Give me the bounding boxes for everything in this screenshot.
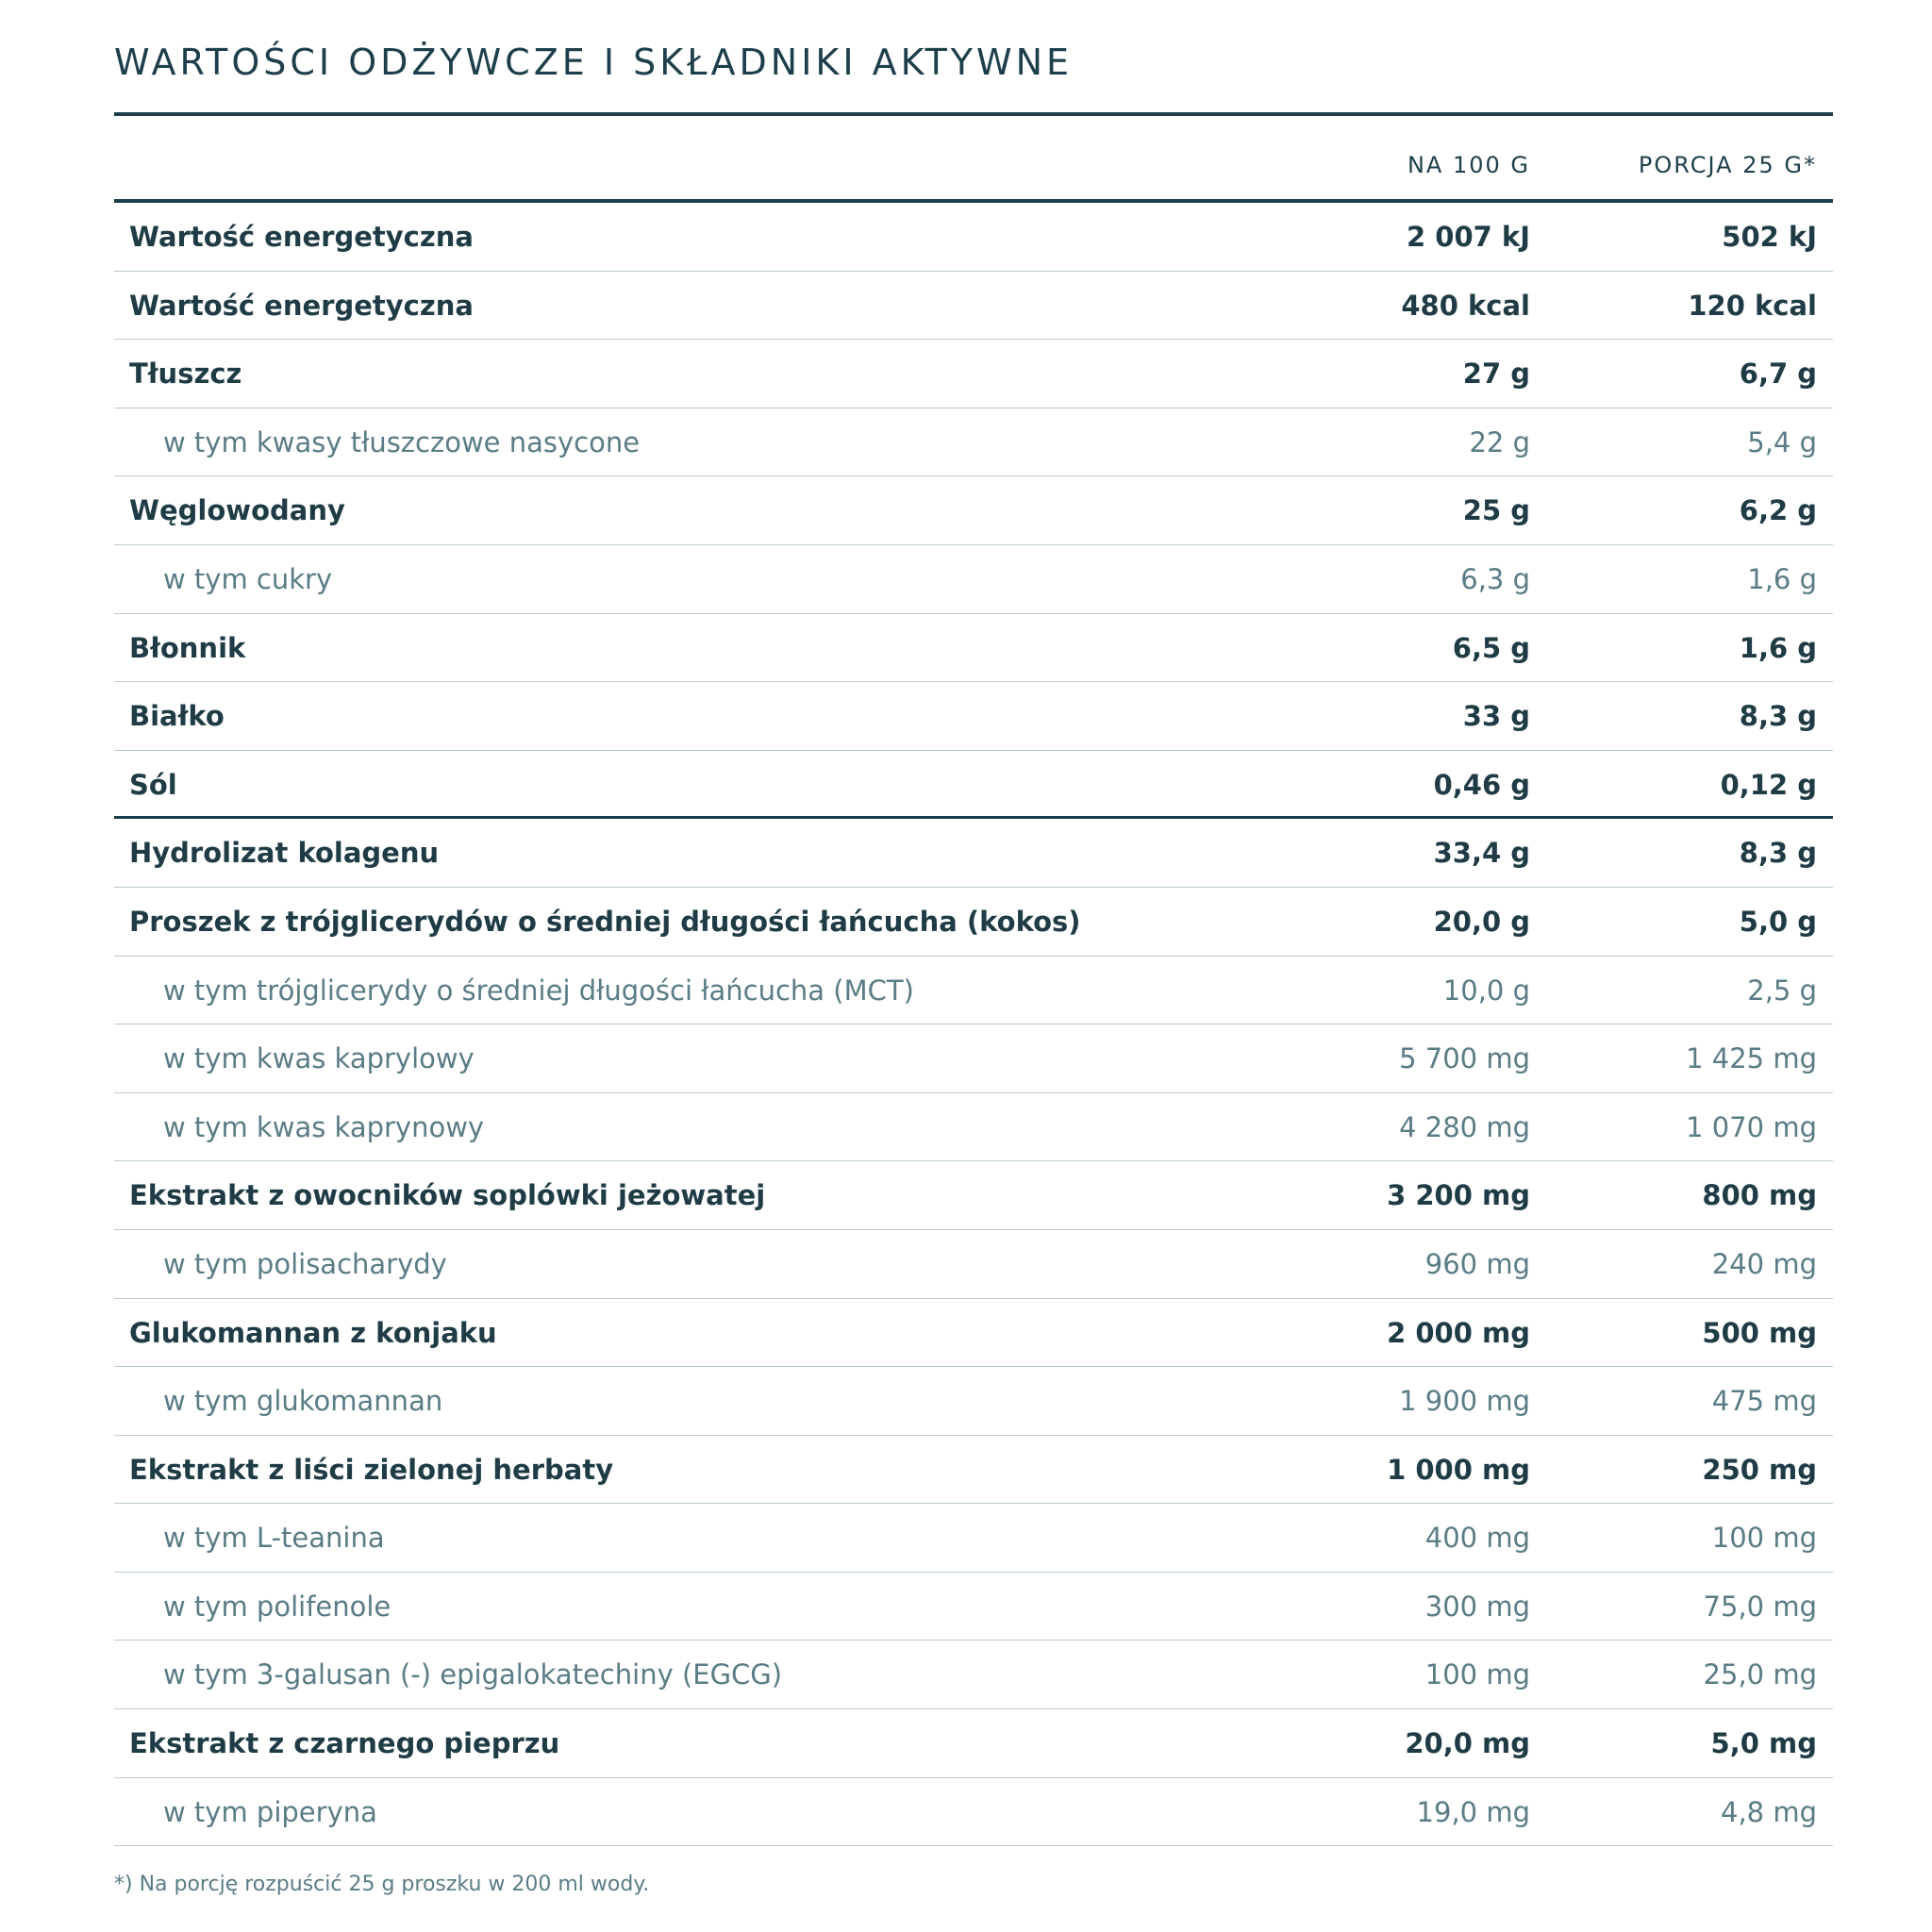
table-body bbox=[114, 203, 1833, 1846]
value-per-100g: 10,0 g bbox=[1442, 974, 1530, 1007]
table-row bbox=[114, 340, 1833, 408]
value-per-portion: 1,6 g bbox=[1747, 562, 1817, 595]
row-label: w tym kwasy tłuszczowe nasycone bbox=[163, 425, 641, 458]
value-per-100g: 400 mg bbox=[1424, 1522, 1530, 1555]
value-per-portion: 120 kcal bbox=[1688, 289, 1817, 322]
value-per-portion: 475 mg bbox=[1711, 1385, 1817, 1418]
value-per-100g: 25 g bbox=[1462, 494, 1530, 527]
value-per-100g: 960 mg bbox=[1424, 1247, 1530, 1280]
table-row bbox=[114, 1230, 1833, 1299]
table-row bbox=[114, 1093, 1833, 1162]
row-label: w tym kwas kaprylowy bbox=[163, 1042, 475, 1075]
table-row bbox=[114, 272, 1833, 341]
value-per-portion: 75,0 mg bbox=[1703, 1590, 1817, 1623]
value-per-portion: 250 mg bbox=[1702, 1453, 1817, 1486]
row-label: w tym polisacharydy bbox=[163, 1247, 447, 1280]
value-per-100g: 22 g bbox=[1469, 425, 1530, 458]
value-per-portion: 6,7 g bbox=[1739, 358, 1817, 391]
row-label: Glukomannan z konjaku bbox=[129, 1316, 497, 1349]
table-row bbox=[114, 751, 1833, 820]
value-per-100g: 2 007 kJ bbox=[1407, 221, 1530, 253]
value-per-100g: 6,3 g bbox=[1460, 562, 1530, 595]
row-label: Wartość energetyczna bbox=[129, 221, 474, 253]
footnote: *) Na porcję rozpuścić 25 g proszku w 200 ml wody. bbox=[114, 1873, 650, 1896]
value-per-portion: 500 mg bbox=[1702, 1316, 1817, 1349]
row-label: Ekstrakt z czarnego pieprzu bbox=[129, 1727, 560, 1760]
row-label: w tym trójglicerydy o średniej długości łańcucha (MCT) bbox=[163, 974, 914, 1007]
value-per-100g: 20,0 mg bbox=[1405, 1727, 1530, 1760]
table-row bbox=[114, 1778, 1833, 1847]
table-row bbox=[114, 682, 1833, 751]
value-per-100g: 5 700 mg bbox=[1399, 1042, 1530, 1075]
value-per-portion: 0,12 g bbox=[1720, 768, 1817, 801]
table-header bbox=[114, 116, 1833, 203]
value-per-portion: 800 mg bbox=[1702, 1179, 1817, 1212]
value-per-100g: 480 kcal bbox=[1401, 289, 1530, 322]
value-per-100g: 4 280 mg bbox=[1399, 1110, 1530, 1143]
value-per-100g: 20,0 g bbox=[1433, 905, 1530, 938]
table-row bbox=[114, 1161, 1833, 1230]
value-per-portion: 2,5 g bbox=[1747, 974, 1817, 1007]
row-label: Sól bbox=[129, 768, 177, 801]
table-row bbox=[114, 957, 1833, 1025]
value-per-portion: 1,6 g bbox=[1739, 631, 1817, 664]
value-per-portion: 5,0 mg bbox=[1710, 1727, 1817, 1760]
table-row bbox=[114, 1641, 1833, 1709]
value-per-100g: 6,5 g bbox=[1452, 631, 1530, 664]
value-per-portion: 8,3 g bbox=[1739, 837, 1817, 870]
table-row bbox=[114, 888, 1833, 957]
row-label: w tym cukry bbox=[163, 562, 333, 595]
row-label: Hydrolizat kolagenu bbox=[129, 837, 440, 870]
nutrition-table bbox=[114, 112, 1833, 1846]
row-label: Proszek z trójglicerydów o średniej długości łańcucha (kokos) bbox=[129, 905, 1081, 938]
value-per-100g: 3 200 mg bbox=[1387, 1179, 1530, 1212]
row-label: w tym L-teanina bbox=[163, 1522, 385, 1555]
row-label: w tym piperyna bbox=[163, 1795, 377, 1828]
row-label: w tym polifenole bbox=[163, 1590, 391, 1623]
row-label: Tłuszcz bbox=[129, 358, 242, 391]
table-row bbox=[114, 1299, 1833, 1368]
row-label: Ekstrakt z owocników soplówki jeżowatej bbox=[129, 1179, 766, 1212]
row-label: Białko bbox=[129, 700, 225, 733]
value-per-portion: 4,8 mg bbox=[1721, 1795, 1817, 1828]
table-row bbox=[114, 1367, 1833, 1436]
row-label: w tym glukomannan bbox=[163, 1385, 443, 1418]
value-per-portion: 100 mg bbox=[1711, 1522, 1817, 1555]
value-per-portion: 25,0 mg bbox=[1703, 1658, 1817, 1691]
value-per-100g: 27 g bbox=[1462, 358, 1530, 391]
value-per-100g: 0,46 g bbox=[1433, 768, 1530, 801]
table-row bbox=[114, 1436, 1833, 1505]
table-row bbox=[114, 819, 1833, 888]
value-per-portion: 1 425 mg bbox=[1686, 1042, 1817, 1075]
value-per-portion: 1 070 mg bbox=[1686, 1110, 1817, 1143]
table-row bbox=[114, 1504, 1833, 1573]
value-per-100g: 300 mg bbox=[1424, 1590, 1530, 1623]
table-row bbox=[114, 1709, 1833, 1778]
value-per-portion: 240 mg bbox=[1711, 1247, 1817, 1280]
value-per-portion: 6,2 g bbox=[1739, 494, 1817, 527]
value-per-100g: 2 000 mg bbox=[1387, 1316, 1530, 1349]
table-row bbox=[114, 408, 1833, 477]
value-per-portion: 8,3 g bbox=[1739, 700, 1817, 733]
table-row bbox=[114, 545, 1833, 614]
value-per-100g: 33,4 g bbox=[1433, 837, 1530, 870]
table-row bbox=[114, 1573, 1833, 1641]
value-per-portion: 502 kJ bbox=[1722, 221, 1817, 253]
value-per-100g: 100 mg bbox=[1424, 1658, 1530, 1691]
table-row bbox=[114, 1024, 1833, 1093]
row-label: Węglowodany bbox=[129, 494, 345, 527]
row-label: Błonnik bbox=[129, 631, 246, 664]
table-row bbox=[114, 203, 1833, 272]
row-label: Ekstrakt z liści zielonej herbaty bbox=[129, 1453, 614, 1486]
page-title: WARTOŚCI ODŻYWCZE I SKŁADNIKI AKTYWNE bbox=[114, 42, 1074, 83]
table-row bbox=[114, 614, 1833, 683]
table-row bbox=[114, 476, 1833, 545]
value-per-portion: 5,4 g bbox=[1747, 425, 1817, 458]
column-header-per-100g: NA 100 G bbox=[1407, 152, 1530, 178]
row-label: w tym kwas kaprynowy bbox=[163, 1110, 485, 1143]
value-per-100g: 33 g bbox=[1462, 700, 1530, 733]
value-per-100g: 19,0 mg bbox=[1416, 1795, 1530, 1828]
column-header-per-portion: PORCJA 25 G* bbox=[1638, 152, 1817, 178]
value-per-portion: 5,0 g bbox=[1739, 905, 1817, 938]
row-label: Wartość energetyczna bbox=[129, 289, 474, 322]
value-per-100g: 1 000 mg bbox=[1387, 1453, 1530, 1486]
row-label: w tym 3-galusan (-) epigalokatechiny (EGCG) bbox=[163, 1658, 783, 1691]
value-per-100g: 1 900 mg bbox=[1399, 1385, 1530, 1418]
